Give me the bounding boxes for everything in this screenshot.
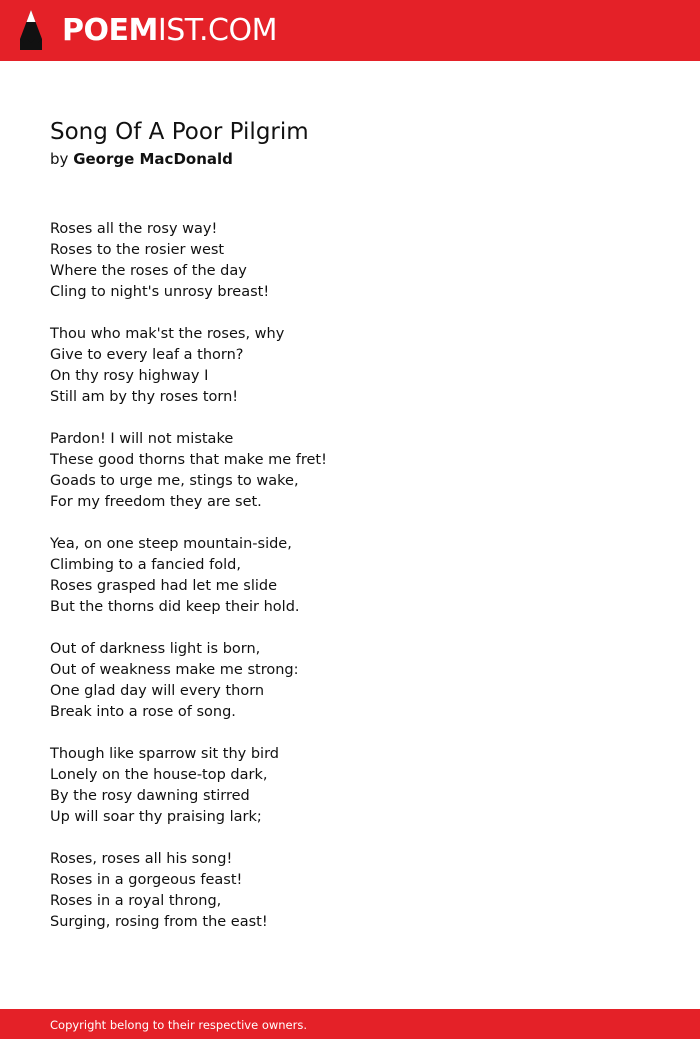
poem-line: These good thorns that make me fret!: [50, 452, 327, 468]
stanza: [50, 324, 650, 408]
site-header: [0, 0, 700, 61]
poem-body: [50, 219, 650, 954]
poem-title: Song Of A Poor Pilgrim: [50, 119, 309, 145]
poem-line: Though like sparrow sit thy bird: [50, 746, 279, 762]
poem-line: One glad day will every thorn: [50, 683, 265, 699]
poem-line: Surging, rosing from the east!: [50, 914, 268, 930]
pencil-icon: [18, 9, 44, 51]
site-logo[interactable]: [62, 11, 277, 51]
poem-line: Roses in a royal throng,: [50, 893, 222, 909]
poem-line: Yea, on one steep mountain-side,: [50, 536, 292, 552]
poem-line: Pardon! I will not mistake: [50, 431, 234, 447]
poem-line: Where the roses of the day: [50, 263, 247, 279]
poem-line: For my freedom they are set.: [50, 494, 262, 510]
byline: [50, 148, 233, 170]
stanza: [50, 534, 650, 618]
poem-line: Roses grasped had let me slide: [50, 578, 278, 594]
poem-line: Roses, roses all his song!: [50, 851, 233, 867]
poem-line: Climbing to a fancied fold,: [50, 557, 241, 573]
poem-line: Up will soar thy praising lark;: [50, 809, 262, 825]
poem-line: On thy rosy highway I: [50, 368, 209, 384]
stanza: [50, 744, 650, 828]
stanza: [50, 849, 650, 933]
poem-line: By the rosy dawning stirred: [50, 788, 250, 804]
poem-line: Give to every leaf a thorn?: [50, 347, 244, 363]
poem-line: Break into a rose of song.: [50, 704, 236, 720]
poem-line: Goads to urge me, stings to wake,: [50, 473, 299, 489]
poem-line: Out of weakness make me strong:: [50, 662, 299, 678]
poem-line: Out of darkness light is born,: [50, 641, 261, 657]
stanza: [50, 219, 650, 303]
stanza: [50, 429, 650, 513]
stanza: [50, 639, 650, 723]
poem-line: Roses in a gorgeous feast!: [50, 872, 243, 888]
author-name: George MacDonald: [73, 150, 233, 168]
poem-line: Thou who mak'st the roses, why: [50, 326, 285, 342]
poem-line: But the thorns did keep their hold.: [50, 599, 300, 615]
logo-bold-text: POEM: [62, 13, 158, 48]
site-footer: [0, 1009, 700, 1039]
poem-line: Lonely on the house-top dark,: [50, 767, 268, 783]
poem-line: Cling to night's unrosy breast!: [50, 284, 270, 300]
by-label: by: [50, 150, 69, 168]
logo-light-text: IST.COM: [157, 13, 277, 48]
poem-line: Roses to the rosier west: [50, 242, 225, 258]
poem-line: Still am by thy roses torn!: [50, 389, 239, 405]
copyright-text: Copyright belong to their respective owners.: [50, 1018, 308, 1032]
poem-line: Roses all the rosy way!: [50, 221, 218, 237]
